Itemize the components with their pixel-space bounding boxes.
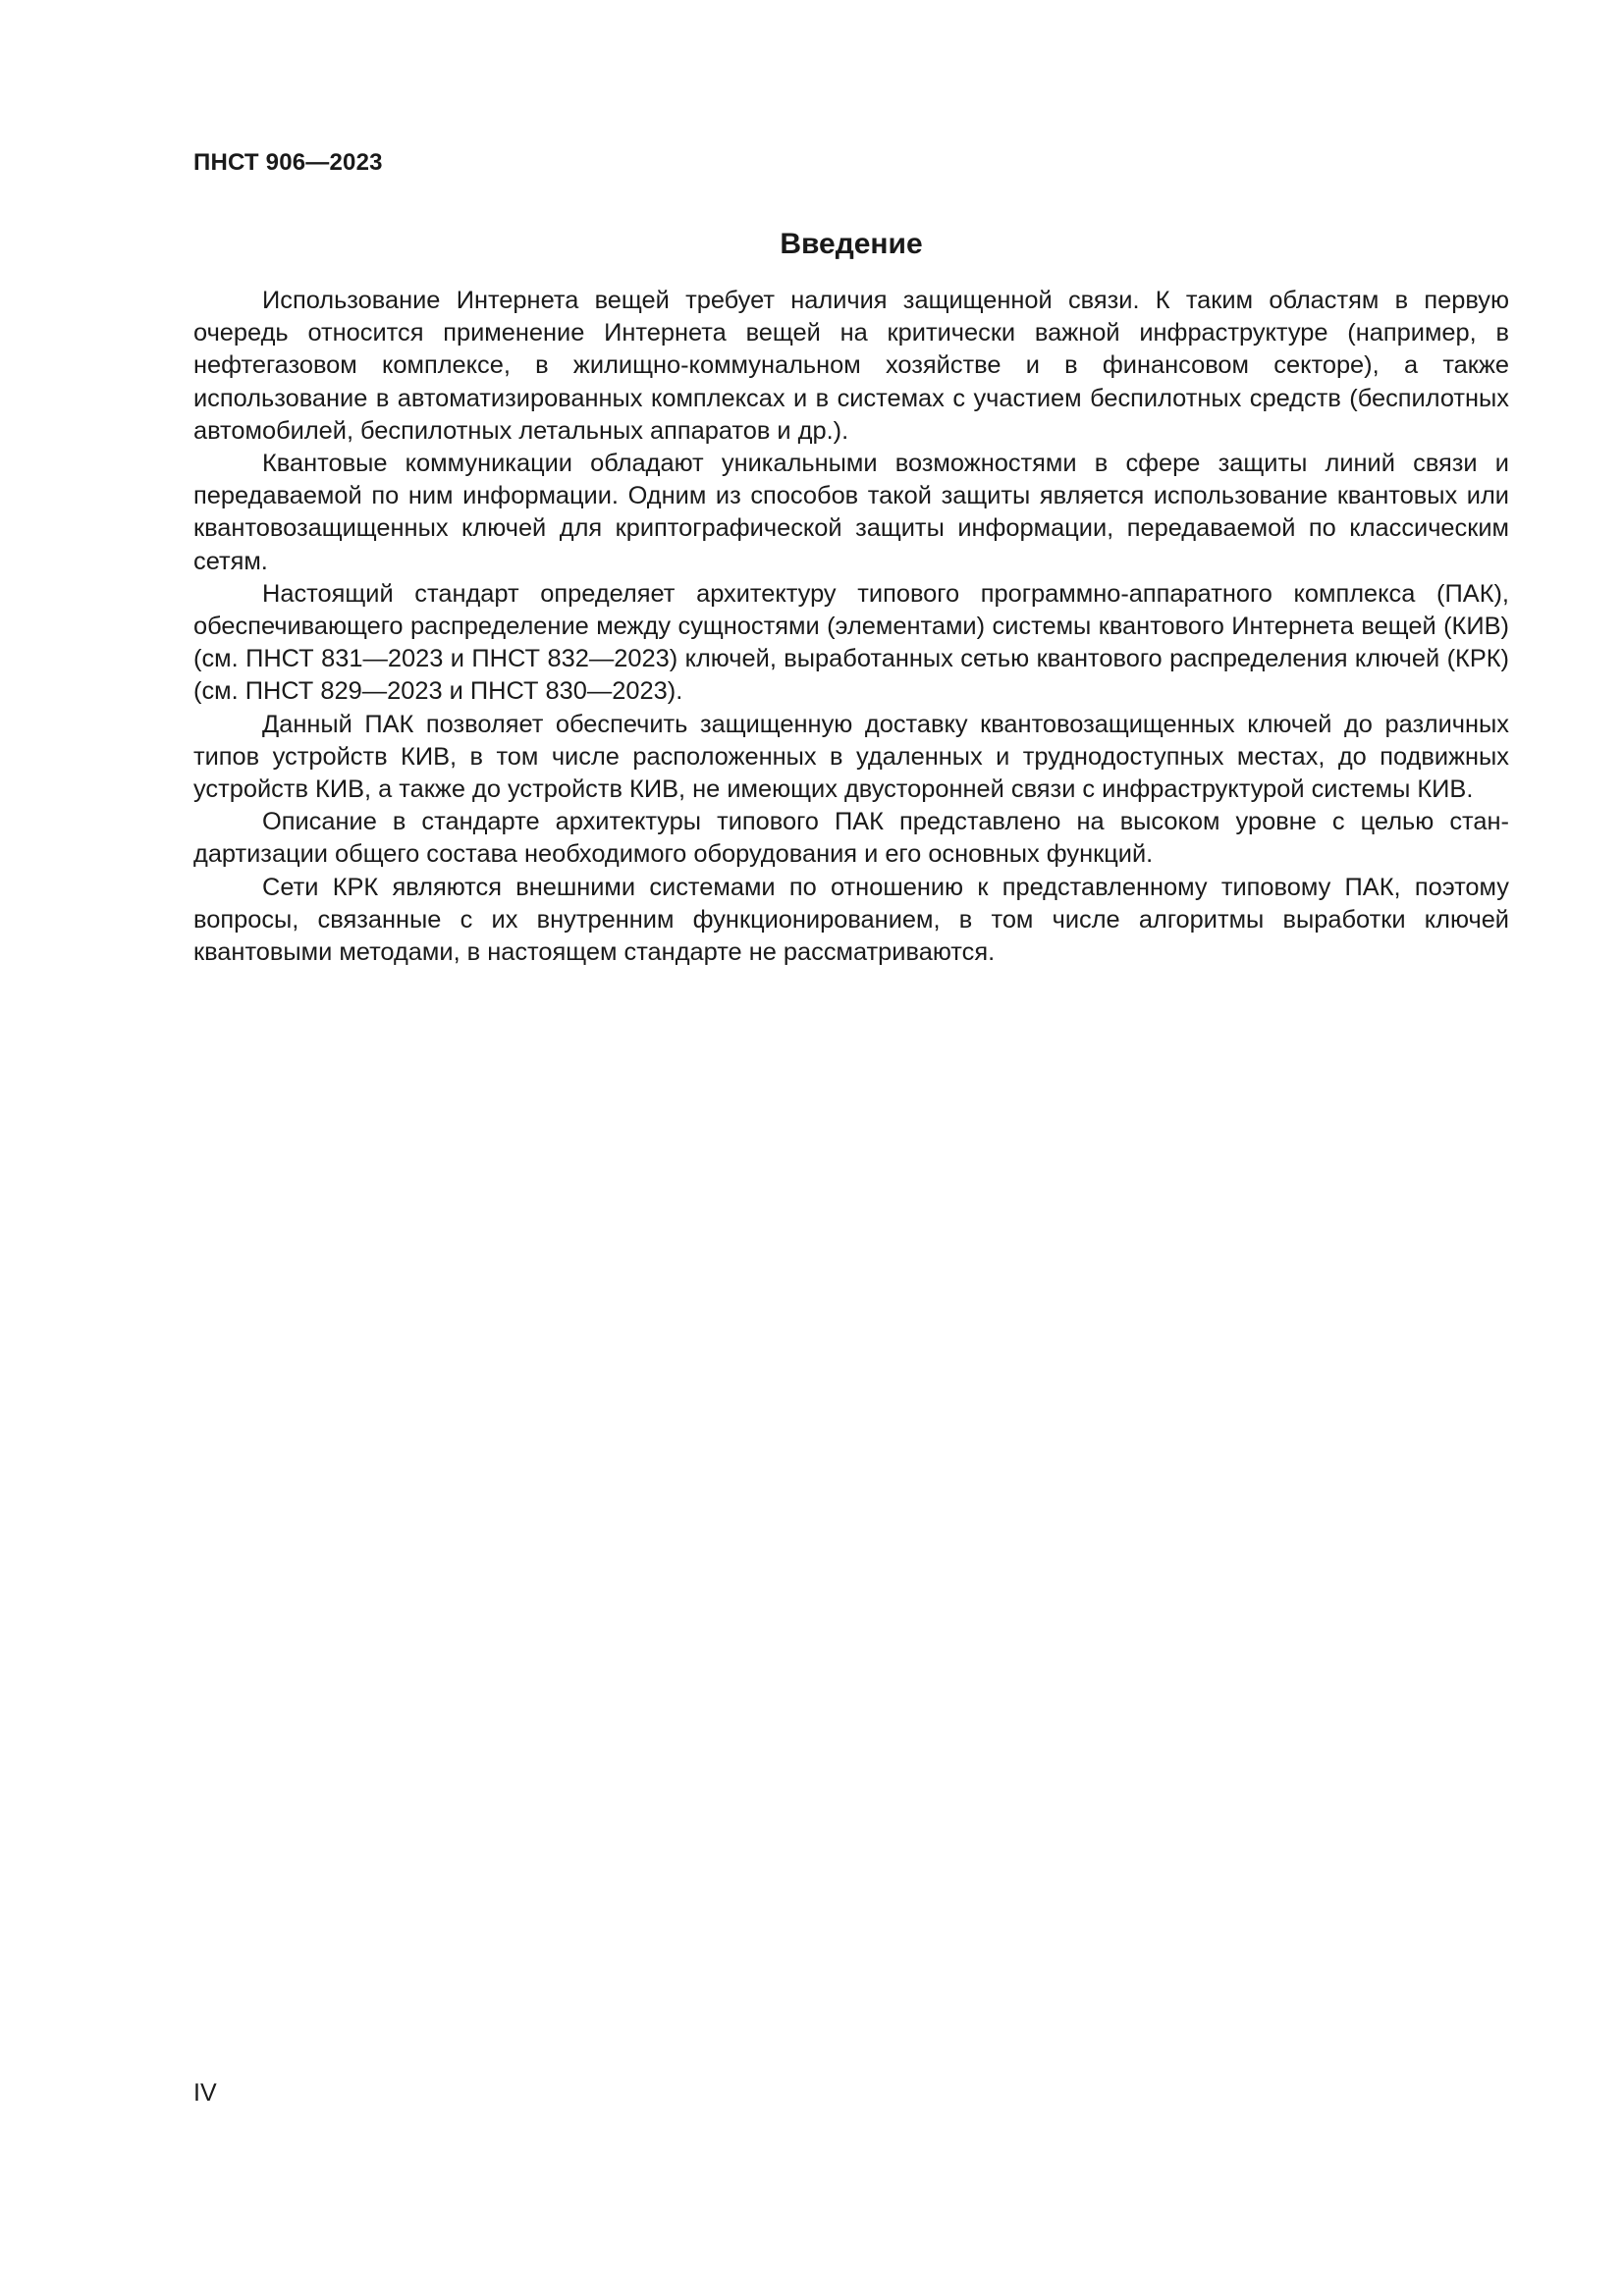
paragraph: Данный ПАК позволяет обеспечить защищенную доставку квантовозащищенных ключей до различных типов устройств КИВ, в том числе расположенных в удаленных и труднодоступных местах, до подвижных устройств КИВ, а также до устройств КИВ, не имеющих двусторонней связи с инфраструктурой системы КИВ. <box>193 710 1509 804</box>
page-number: IV <box>193 2079 217 2107</box>
introduction-body <box>193 285 1509 969</box>
paragraph: Описание в стандарте архитектуры типового ПАК представлено на высоком уровне с целью стандартизации общего состава необходимого оборудования и его основных функций. <box>193 808 1509 869</box>
document-code: ПНСТ 906—2023 <box>193 149 383 176</box>
paragraph: Использование Интернета вещей требует наличия защищенной связи. К таким областям в первую очередь относится применение Интернета вещей на критически важной инфраструктуре (например, в нефтегазовом комплексе, в жилищно-коммунальном хозяйстве и в финансовом секторе), а также использование в автоматизированных комплексах и в системах с участием беспилотных средств (беспилотных автомобилей, беспилотных летальных аппаратов и др.). <box>193 287 1509 445</box>
paragraph: Настоящий стандарт определяет архитектуру типового программно-аппаратного комплекса (ПАК), обеспечивающего распределение между сущностями (элементами) системы квантового Интернета вещей (КИВ) (см. ПНСТ 831—2023 и ПНСТ 832—2023) ключей, выработанных сетью квантового распределения ключей (КРК) (см. ПНСТ 829—2023 и ПНСТ 830—2023). <box>193 579 1509 706</box>
paragraph: Квантовые коммуникации обладают уникальными возможностями в сфере защиты линий связи и передаваемой по ним информации. Одним из способов такой защиты является использование квантовых или квантовозащищенных ключей для криптографической защиты информации, передаваемой по классическим сетям. <box>193 450 1509 575</box>
paragraph: Сети КРК являются внешними системами по отношению к представленному типовому ПАК, поэтому вопросы, связанные с их внутренним функционированием, в том числе алгоритмы выработки ключей квантовыми методами, в настоящем стандарте не рассматриваются. <box>193 873 1509 967</box>
section-title: Введение <box>780 228 923 260</box>
